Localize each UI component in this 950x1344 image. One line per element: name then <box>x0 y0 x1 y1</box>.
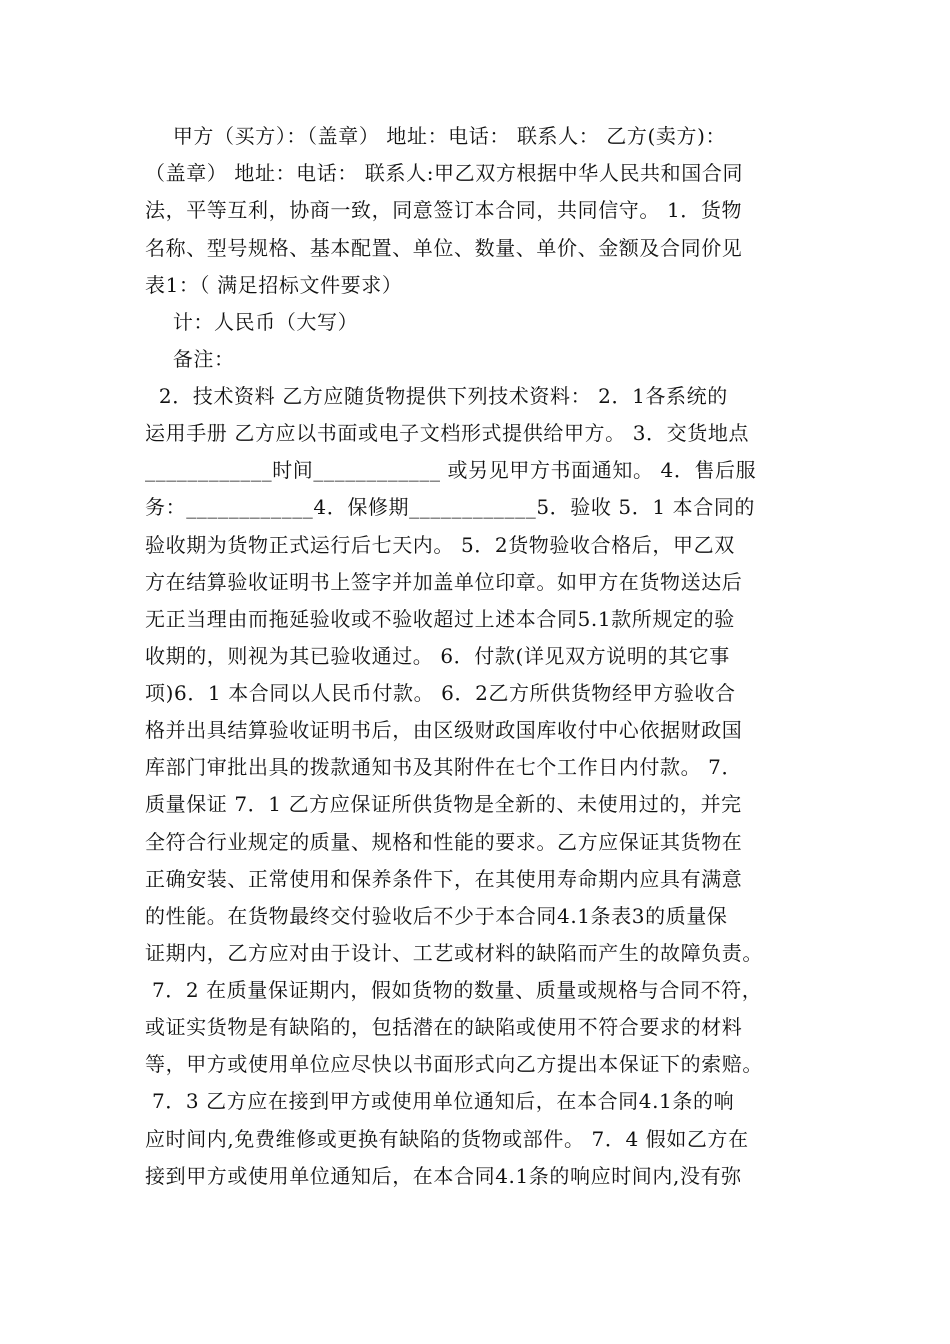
text-line: 正确安装、正常使用和保养条件下，在其使用寿命期内应具有满意 <box>145 867 743 891</box>
text-line: 名称、型号规格、基本配置、单位、数量、单价、金额及合同价见 <box>145 236 743 260</box>
text-line: （盖章） 地址：电话： 联系人:甲乙双方根据中华人民共和国合同 <box>145 161 744 185</box>
text-line: 务：____________4．保修期____________5．验收 5．1 本合同的 <box>145 495 756 519</box>
text-line: 验收期为货物正式运行后七天内。 5．2货物验收合格后，甲乙双 <box>145 533 735 557</box>
text-line: 方在结算验收证明书上签字并加盖单位印章。如甲方在货物送达后 <box>145 570 743 594</box>
text-line: 或证实货物是有缺陷的，包括潜在的缺陷或使用不符合要求的材料 <box>145 1015 743 1039</box>
text-line: 接到甲方或使用单位通知后，在本合同4.1条的响应时间内,没有弥 <box>145 1164 742 1188</box>
text-line: 7．3 乙方应在接到甲方或使用单位通知后，在本合同4.1条的响 <box>145 1089 735 1113</box>
text-line: 证期内，乙方应对由于设计、工艺或材料的缺陷而产生的故障负责。 <box>145 941 763 965</box>
text-line: 无正当理由而拖延验收或不验收超过上述本合同5.1款所规定的验 <box>145 607 735 631</box>
text-line: 质量保证 7．1 乙方应保证所供货物是全新的、未使用过的，并完 <box>145 792 742 816</box>
text-line: 表1：（ 满足招标文件要求） <box>145 273 403 297</box>
text-line: 计：人民币（大写） <box>145 310 359 334</box>
text-line: 2．技术资料 乙方应随货物提供下列技术资料： 2．1各系统的 <box>145 384 728 408</box>
text-line: 等，甲方或使用单位应尽快以书面形式向乙方提出本保证下的索赔。 <box>145 1052 763 1076</box>
text-line: 格并出具结算验收证明书后，由区级财政国库收付中心依据财政国 <box>145 718 743 742</box>
text-line: 7．2 在质量保证期内，假如货物的数量、质量或规格与合同不符， <box>145 978 763 1002</box>
text-line: 甲方（买方）：（盖章） 地址：电话： 联系人： 乙方(卖方)： <box>145 124 727 148</box>
text-line: 项)6．1 本合同以人民币付款。 6．2乙方所供货物经甲方验收合 <box>145 681 736 705</box>
text-line: 运用手册 乙方应以书面或电子文档形式提供给甲方。 3．交货地点 <box>145 421 750 445</box>
text-line: 收期的，则视为其已验收通过。 6．付款(详见双方说明的其它事 <box>145 644 730 668</box>
text-line: 的性能。在货物最终交付验收后不少于本合同4.1条表3的质量保 <box>145 904 728 928</box>
text-line: 全符合行业规定的质量、规格和性能的要求。乙方应保证其货物在 <box>145 830 743 854</box>
text-line: 应时间内,免费维修或更换有缺陷的货物或部件。 7．4 假如乙方在 <box>145 1127 749 1151</box>
text-line: 备注： <box>145 347 235 371</box>
text-line: 库部门审批出具的拨款通知书及其附件在七个工作日内付款。 7． <box>145 755 743 779</box>
text-line: ____________时间____________ 或另见甲方书面通知。 4．售后服 <box>145 458 757 482</box>
text-line: 法，平等互利，协商一致，同意签订本合同，共同信守。 1．货物 <box>145 198 743 222</box>
